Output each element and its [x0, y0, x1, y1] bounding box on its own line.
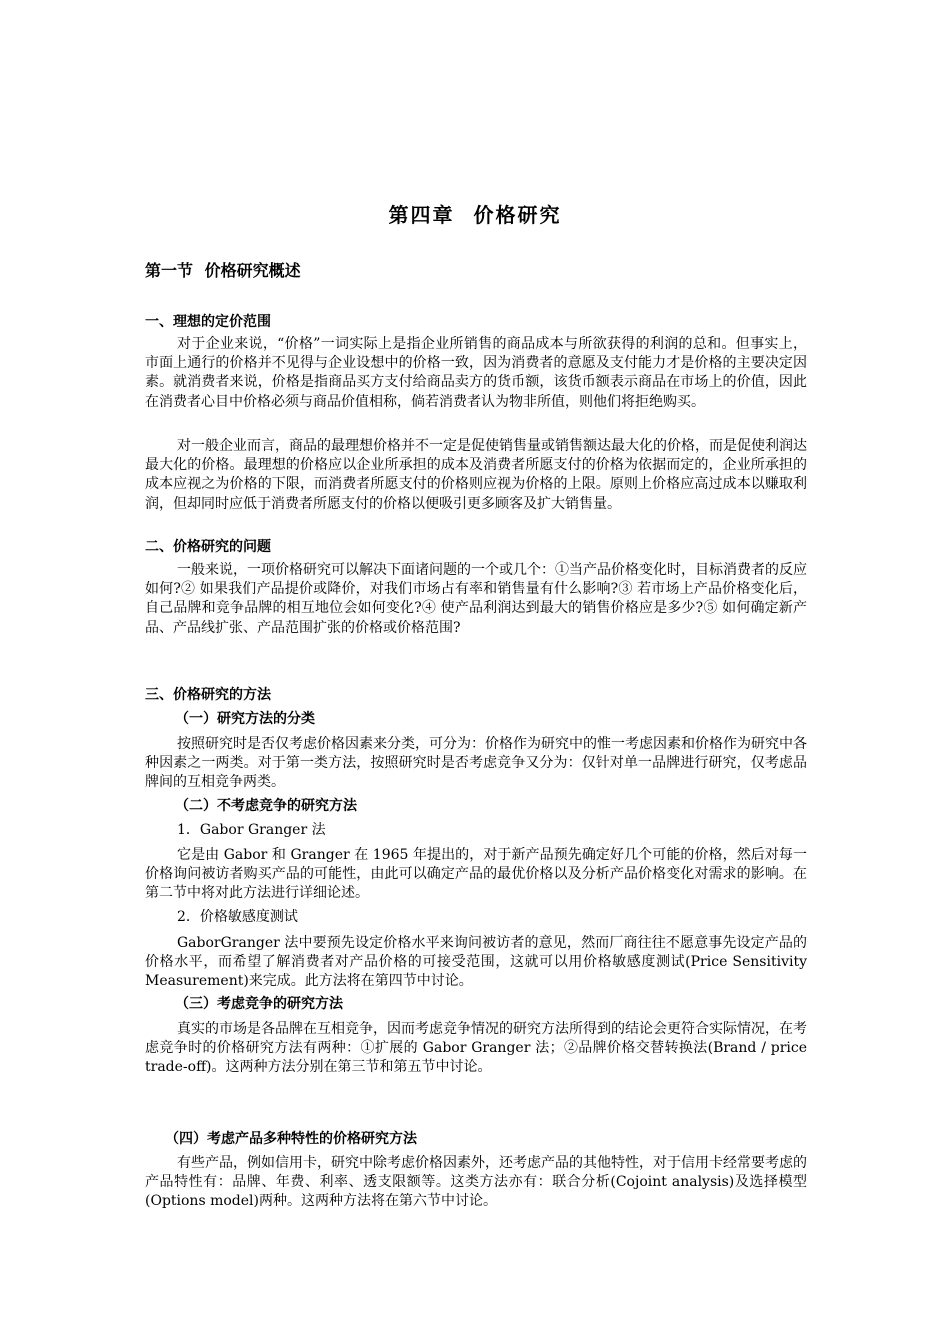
list-item-gabor-granger: 1．Gabor Granger 法 — [177, 822, 326, 838]
paragraph-price-sensitivity: GaborGranger 法中要预先设定价格水平来询问被访者的意见，然而厂商往往不愿意事先设定产品的价格水平，而希望了解消费者对产品价格的可接受范围，这就可以用价格敏感度测试(Price Sensitivity Measurement)来完成。此方法将在第四节中讨论。 — [145, 935, 807, 990]
paragraph-competitive-methods: 真实的市场是各品牌在互相竞争，因而考虑竞争情况的研究方法所得到的结论会更符合实际情况，在考虑竞争时的价格研究方法有两种：①扩展的 Gabor Granger 法；②品牌价格交替转换法(Brand / price trade-off)。这两种方法分别在第三节和第五节中讨论。 — [145, 1021, 807, 1076]
section-title: 第一节 价格研究概述 — [145, 261, 301, 280]
paragraph-research-questions: 一般来说，一项价格研究可以解决下面诸问题的一个或几个：①当产品价格变化时，目标消费者的反应如何?② 如果我们产品提价或降价，对我们市场占有率和销售量有什么影响?③ 若市场上产品价格变化后，自己品牌和竞争品牌的相互地位会如何变化?④ 使产品利润达到最大的销售价格应是多少?⑤ 如何确定新产品、产品线扩张、产品范围扩张的价格或价格范围? — [145, 562, 807, 636]
paragraph-method-classification: 按照研究时是否仅考虑价格因素来分类，可分为：价格作为研究中的惟一考虑因素和价格作为研究中各种因素之一两类。对于第一类方法，按照研究时是否考虑竞争又分为：仅针对单一品牌进行研究，仅考虑品牌间的互相竞争两类。 — [145, 736, 807, 791]
heading-research-methods: 三、价格研究的方法 — [145, 687, 271, 703]
subheading-method-classification: （一）研究方法的分类 — [175, 711, 315, 727]
chapter-title: 第四章 价格研究 — [388, 203, 562, 227]
subheading-competitive-methods: （三）考虑竞争的研究方法 — [175, 996, 343, 1012]
paragraph-multi-attribute-methods: 有些产品，例如信用卡，研究中除考虑价格因素外，还考虑产品的其他特性，对于信用卡经常要考虑的产品特性有：品牌、年费、利率、透支限额等。这类方法亦有：联合分析(Cojoint analysis)及选择模型(Options model)两种。这两种方法将在第六节中讨论。 — [145, 1155, 807, 1210]
paragraph-ideal-price: 对一般企业而言，商品的最理想价格并不一定是促使销售量或销售额达最大化的价格，而是促使利润达最大化的价格。最理想的价格应以企业所承担的成本及消费者所愿支付的价格为依据而定的，企业所承担的成本应视之为价格的下限，而消费者所愿支付的价格则应视为价格的上限。原则上价格应高过成本以赚取利润，但却同时应低于消费者所愿支付的价格以便吸引更多顾客及扩大销售量。 — [145, 438, 807, 512]
subheading-multi-attribute-methods: （四）考虑产品多种特性的价格研究方法 — [165, 1131, 417, 1147]
list-item-price-sensitivity: 2．价格敏感度测试 — [177, 909, 298, 925]
heading-ideal-pricing-range: 一、理想的定价范围 — [145, 314, 271, 330]
heading-price-research-questions: 二、价格研究的问题 — [145, 539, 271, 555]
subheading-non-competitive-methods: （二）不考虑竞争的研究方法 — [175, 798, 357, 814]
paragraph-pricing-definition: 对于企业来说，“价格”一词实际上是指企业所销售的商品成本与所欲获得的利润的总和。但事实上，市面上通行的价格并不见得与企业设想中的价格一致，因为消费者的意愿及支付能力才是价格的主要决定因素。就消费者来说，价格是指商品买方支付给商品卖方的货币额，该货币额表示商品在市场上的价值，因此在消费者心目中价格必须与商品价值相称，倘若消费者认为物非所值，则他们将拒绝购买。 — [145, 336, 807, 410]
paragraph-gabor-granger: 它是由 Gabor 和 Granger 在 1965 年提出的，对于新产品预先确定好几个可能的价格，然后对每一价格询问被访者购买产品的可能性，由此可以确定产品的最优价格以及分析产品价格变化对需求的影响。在第二节中将对此方法进行详细论述。 — [145, 847, 807, 902]
